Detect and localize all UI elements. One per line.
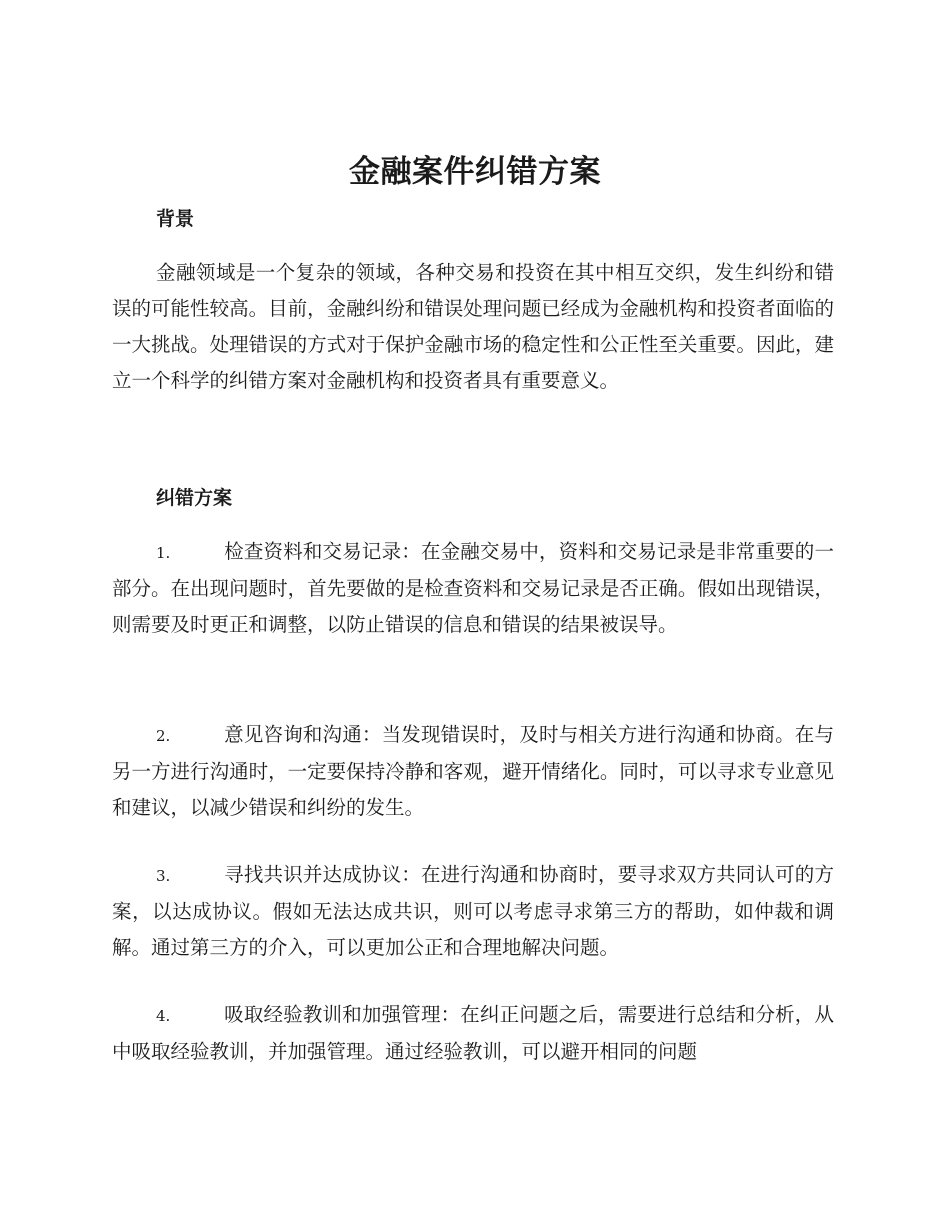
list-item-text: 检查资料和交易记录：在金融交易中，资料和交易记录是非常重要的一部分。在出现问题时，首先要做的是检查资料和交易记录是否正确。假如出现错误，则需要及时更正和调整，以防止错误的信息和错误的结果被误导。 <box>112 540 834 636</box>
list-item-text: 意见咨询和沟通：当发现错误时，及时与相关方进行沟通和协商。在与另一方进行沟通时，一定要保持冷静和客观，避开情绪化。同时，可以寻求专业意见和建议，以减少错误和纠纷的发生。 <box>112 723 834 819</box>
list-item-text: 寻找共识并达成协议：在进行沟通和协商时，要寻求双方共同认可的方案，以达成协议。假如无法达成共识，则可以考虑寻求第三方的帮助，如仲裁和调解。通过第三方的介入，可以更加公正和合理地解决问题。 <box>112 863 834 959</box>
list-item-number: 4. <box>156 1007 171 1025</box>
list-item-text: 吸取经验教训和加强管理：在纠正问题之后，需要进行总结和分析，从中吸取经验教训，并加强管理。通过经验教训，可以避开相同的问题 <box>112 1003 834 1063</box>
list-item <box>112 997 834 1070</box>
list-item <box>112 717 834 826</box>
document-title: 金融案件纠错方案 <box>349 154 601 190</box>
list-item <box>112 857 834 966</box>
list-item-number: 1. <box>156 544 171 562</box>
list-item-number: 2. <box>156 727 171 745</box>
background-paragraph: 金融领域是一个复杂的领域，各种交易和投资在其中相互交织，发生纠纷和错误的可能性较高。目前，金融纠纷和错误处理问题已经成为金融机构和投资者面临的一大挑战。处理错误的方式对于保护金融市场的稳定性和公正性至关重要。因此，建立一个科学的纠错方案对金融机构和投资者具有重要意义。 <box>112 261 834 392</box>
section-heading-background: 背景 <box>156 208 195 230</box>
list-item-number: 3. <box>156 867 171 885</box>
list-item <box>112 534 834 643</box>
section-heading-correction-plan: 纠错方案 <box>156 487 233 509</box>
